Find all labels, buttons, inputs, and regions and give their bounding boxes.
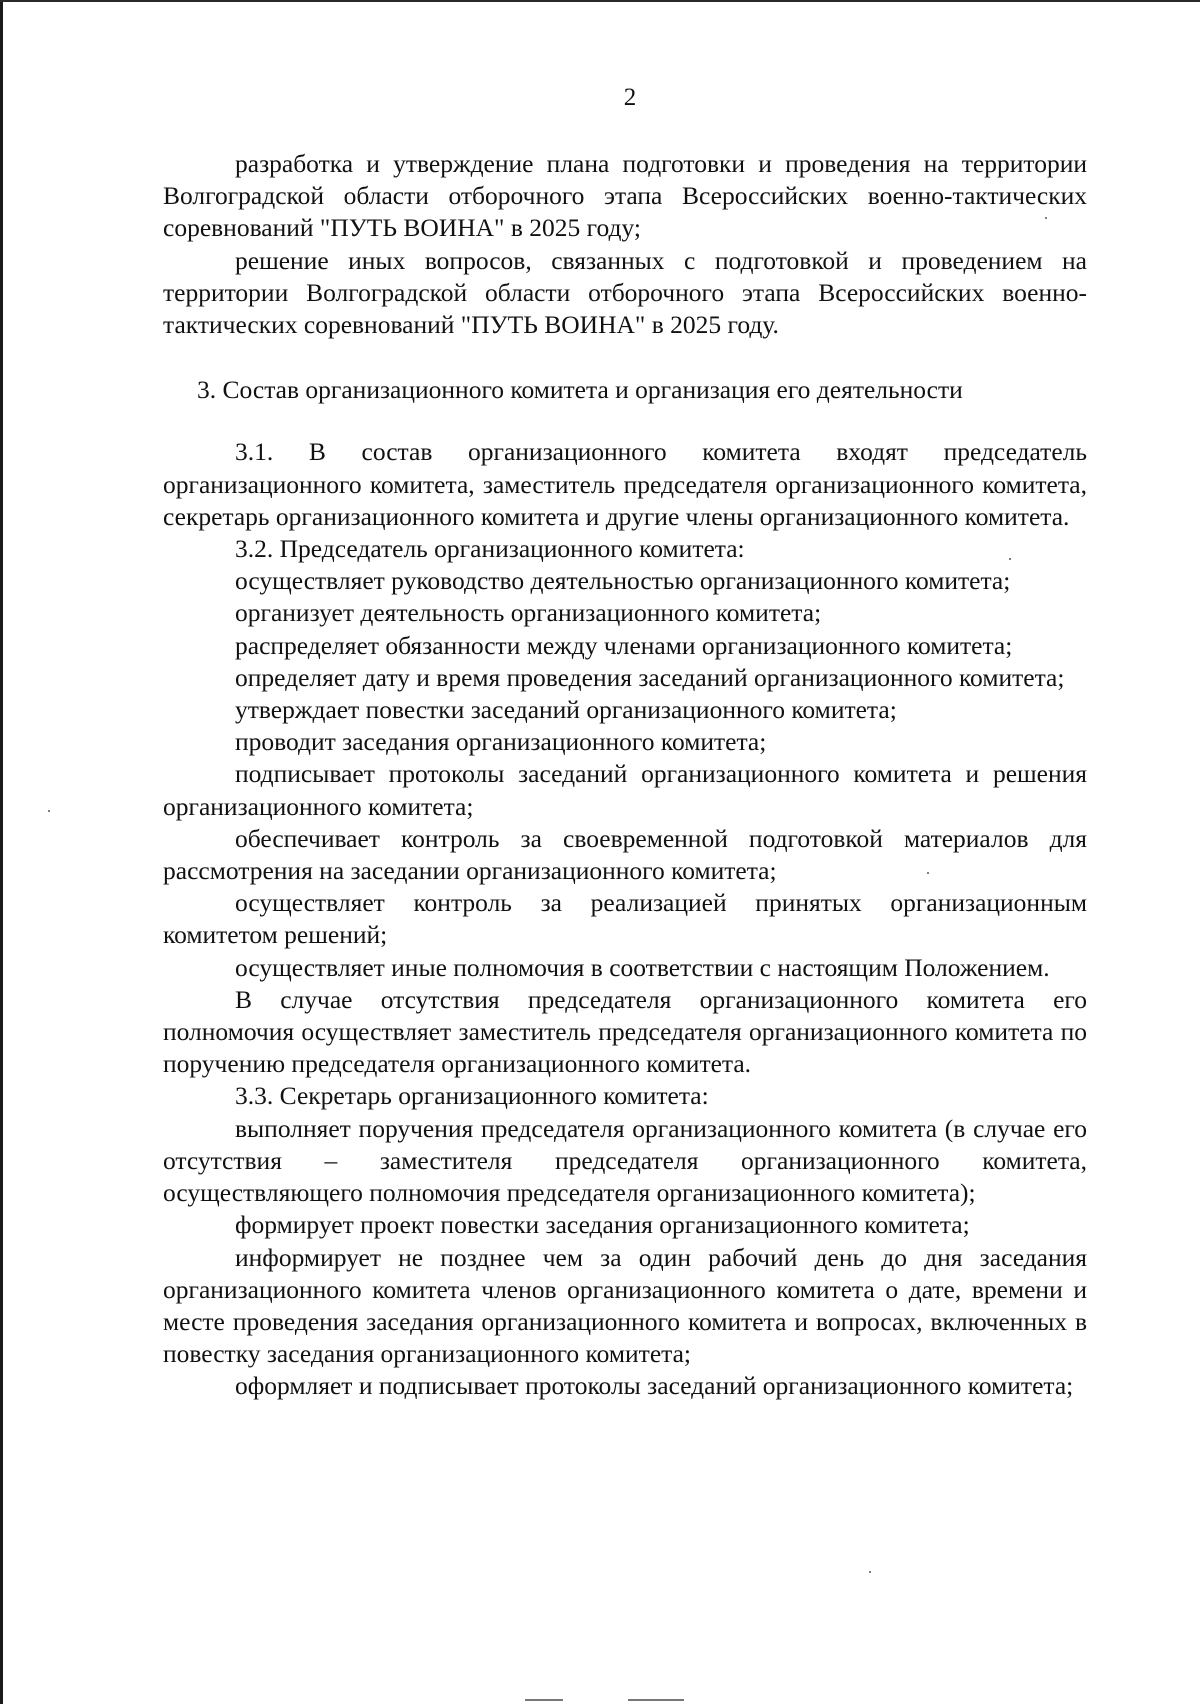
body-paragraph: информирует не позднее чем за один рабочий день до дня заседания организационного комитета членов организационного комитета о дате, времени и месте проведения заседания организационного комитета и вопросах, включенных в повестку заседания организационного комитета; bbox=[163, 1242, 1087, 1369]
scan-speck bbox=[869, 1571, 871, 1573]
document-body bbox=[163, 148, 1087, 1403]
body-paragraph: В случае отсутствия председателя организационного комитета его полномочия осуществляет заместитель председателя организационного комитета по поручению председателя организационного комитета. bbox=[163, 984, 1087, 1079]
body-paragraph: решение иных вопросов, связанных с подготовкой и проведением на территории Волгоградской области отборочного этапа Всероссийских военно-тактических соревнований "ПУТЬ ВОИНА" в 2025 году. bbox=[163, 245, 1087, 340]
body-paragraph: утверждает повестки заседаний организационного комитета; bbox=[235, 695, 897, 725]
body-paragraph: осуществляет иные полномочия в соответствии с настоящим Положением. bbox=[235, 952, 1050, 982]
body-paragraph: 3.1. В состав организационного комитета входят председатель организационного комитета, заместитель председателя организационного комитета, секретарь организационного комитета и другие члены организационного комитета. bbox=[163, 437, 1087, 531]
section-gap bbox=[163, 341, 1087, 374]
subsection-heading: 3.2. Председатель организационного комитета: bbox=[235, 534, 745, 564]
subsection-heading: 3.3. Секретарь организационного комитета: bbox=[235, 1081, 709, 1111]
body-paragraph: осуществляет контроль за реализацией принятых организационным комитетом решений; bbox=[163, 888, 1087, 950]
body-paragraph: выполняет поручения председателя организационного комитета (в случае его отсутствия – заместителя председателя организационного комитета, осуществляющего полномочия председателя организационного комитета); bbox=[163, 1113, 1087, 1208]
body-paragraph: формирует проект повестки заседания организационного комитета; bbox=[235, 1210, 970, 1240]
section-gap bbox=[163, 406, 1087, 436]
body-paragraph: осуществляет руководство деятельностью организационного комитета; bbox=[235, 566, 1011, 596]
body-paragraph: проводит заседания организационного комитета; bbox=[235, 727, 767, 757]
scan-edge-left bbox=[0, 0, 3, 1704]
body-paragraph: подписывает протоколы заседаний организационного комитета и решения организационного комитета; bbox=[163, 759, 1087, 821]
scan-mark-bottom bbox=[525, 1699, 563, 1701]
scan-mark-bottom bbox=[628, 1699, 684, 1701]
body-paragraph: организует деятельность организационного комитета; bbox=[235, 598, 822, 628]
body-paragraph: определяет дату и время проведения заседаний организационного комитета; bbox=[235, 662, 1065, 692]
section-heading: 3. Состав организационного комитета и организация его деятельности bbox=[197, 375, 963, 405]
body-paragraph: обеспечивает контроль за своевременной подготовкой материалов для рассмотрения на заседании организационного комитета; bbox=[163, 823, 1087, 886]
page-number: 2 bbox=[623, 84, 637, 111]
body-paragraph: распределяет обязанности между членами организационного комитета; bbox=[235, 630, 1013, 660]
body-paragraph: разработка и утверждение плана подготовки и проведения на территории Волгоградской области отборочного этапа Всероссийских военно-тактических соревнований "ПУТЬ ВОИНА" в 2025 году; bbox=[163, 149, 1087, 243]
scan-edge-top bbox=[0, 0, 1200, 2]
scan-speck bbox=[48, 810, 50, 812]
body-paragraph: оформляет и подписывает протоколы заседаний организационного комитета; bbox=[235, 1371, 1074, 1401]
